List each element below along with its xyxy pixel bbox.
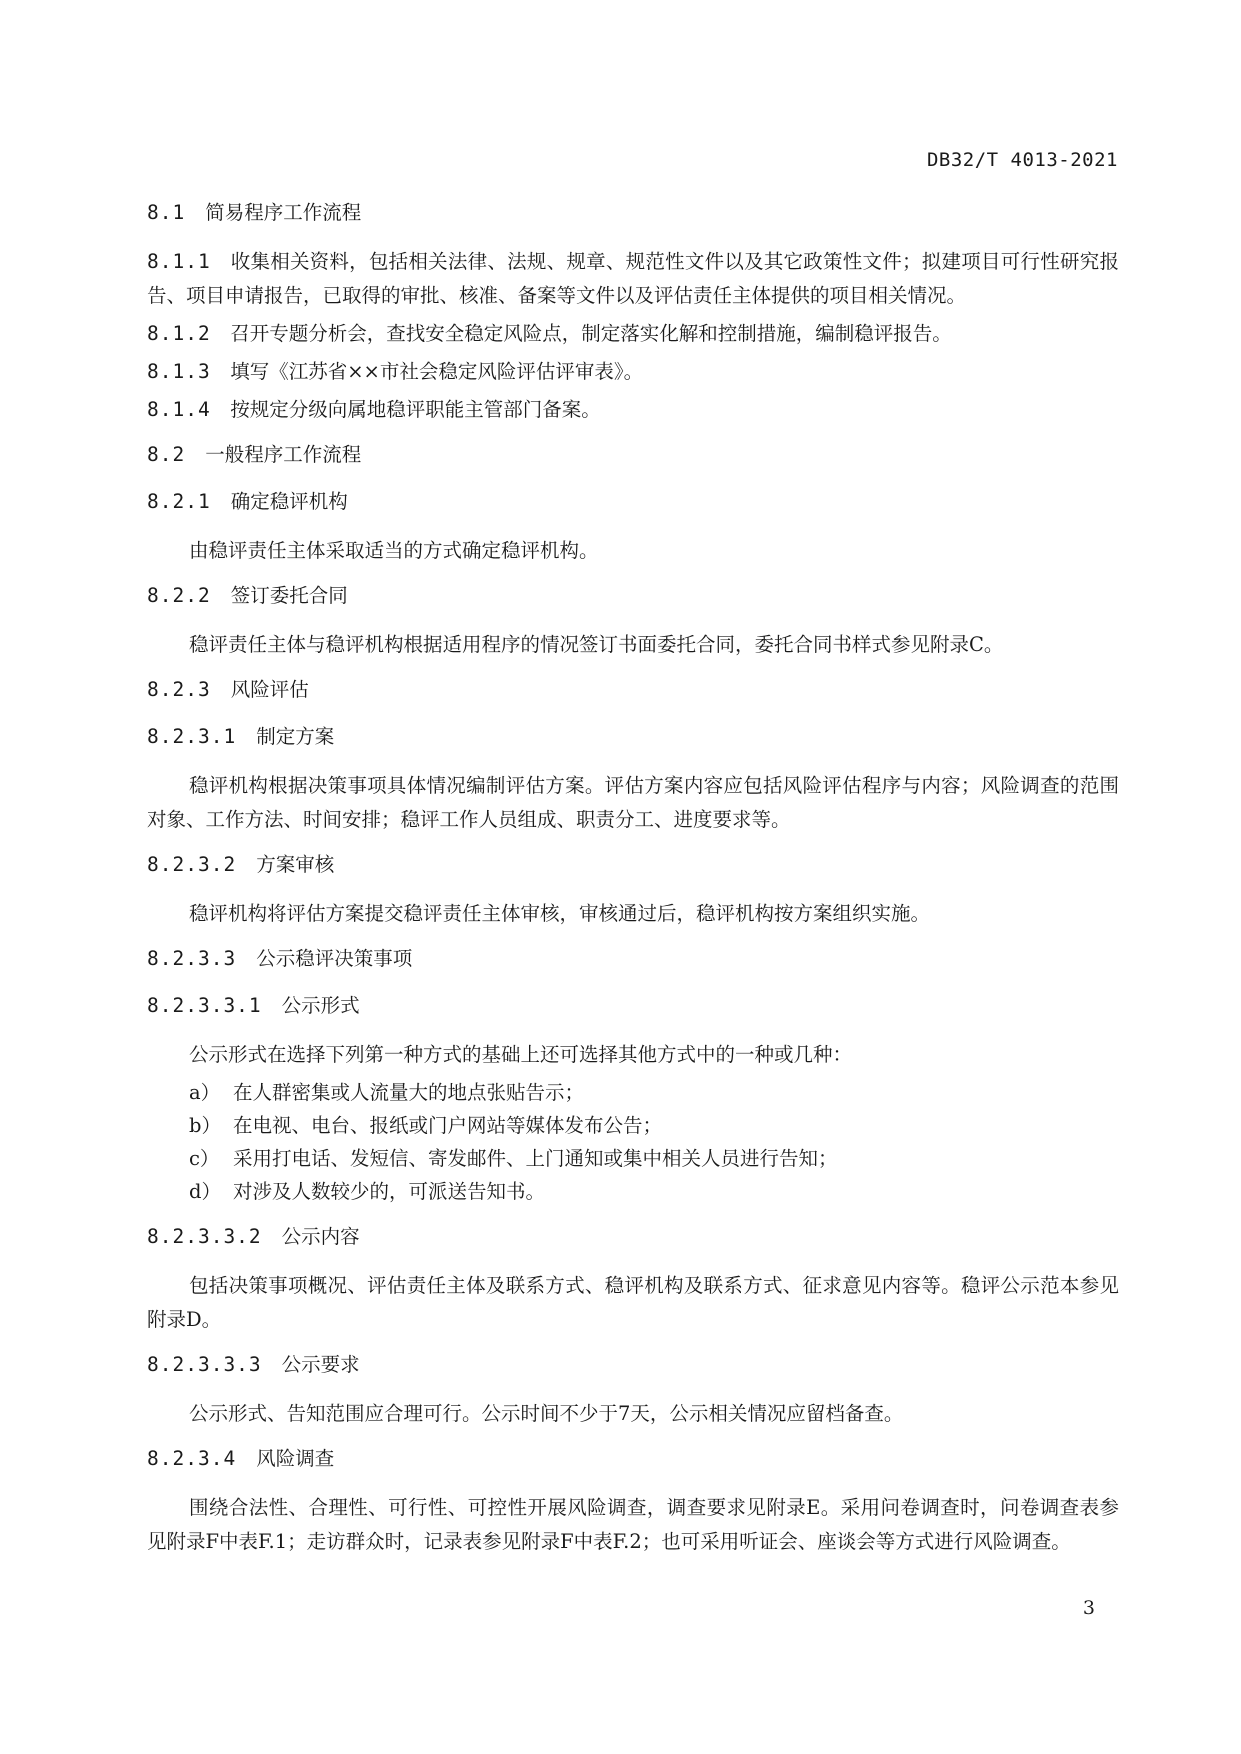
clause-text: 按规定分级向属地稳评职能主管部门备案。 (230, 398, 601, 421)
heading-number: 8.1 (147, 201, 186, 224)
heading-title: 公示内容 (281, 1225, 360, 1248)
heading-number: 8.2.3.2 (147, 853, 237, 876)
clause-number: 8.1.3 (147, 360, 211, 383)
heading-number: 8.2.1 (147, 490, 211, 513)
page-number: 3 (1082, 1597, 1095, 1619)
document-body (147, 198, 1119, 1572)
list-item (147, 1109, 1119, 1142)
paragraph-8-2-3-4: 围绕合法性、合理性、可行性、可控性开展风险调查，调查要求见附录E。采用问卷调查时，问卷调查表参见附录F中表F.1；走访群众时，记录表参见附录F中表F.2；也可采用听证会、座谈会等方式进行风险调查。 (147, 1496, 1119, 1553)
list-item-text: 在人群密集或人流量大的地点张贴告示； (233, 1081, 585, 1104)
heading-title: 风险调查 (256, 1447, 335, 1470)
heading-8-2-3 (147, 675, 1119, 705)
paragraph-8-2-3-3-1: 公示形式在选择下列第一种方式的基础上还可选择其他方式中的一种或几种： (189, 1043, 853, 1066)
paragraph-8-2-3-3-2: 包括决策事项概况、评估责任主体及联系方式、稳评机构及联系方式、征求意见内容等。稳评公示范本参见附录D。 (147, 1274, 1119, 1331)
publicity-methods-list (147, 1076, 1119, 1208)
clause-number: 8.1.2 (147, 322, 211, 345)
clause-8-1-1 (147, 245, 1119, 313)
heading-title: 制定方案 (256, 725, 335, 748)
paragraph-8-2-3-3-3: 公示形式、告知范围应合理可行。公示时间不少于7天，公示相关情况应留档备查。 (189, 1402, 904, 1425)
clause-8-1-2 (147, 317, 1119, 351)
clause-8-1-4 (147, 393, 1119, 427)
heading-title: 公示稳评决策事项 (256, 947, 413, 970)
clause-text: 召开专题分析会，查找安全稳定风险点，制定落实化解和控制措施，编制稳评报告。 (230, 322, 952, 345)
heading-8-2-1 (147, 487, 1119, 517)
heading-8-2-3-3-1 (147, 991, 1119, 1021)
heading-title: 一般程序工作流程 (205, 443, 362, 466)
heading-title: 风险评估 (230, 678, 309, 701)
heading-number: 8.2.3.3.2 (147, 1225, 262, 1248)
list-item-text: 采用打电话、发短信、寄发邮件、上门通知或集中相关人员进行告知； (233, 1147, 838, 1170)
heading-8-2-3-3 (147, 944, 1119, 974)
list-marker: d） (189, 1180, 221, 1203)
list-marker: a） (189, 1081, 221, 1104)
heading-8-2-2 (147, 581, 1119, 611)
heading-title: 签订委托合同 (230, 584, 348, 607)
heading-number: 8.2.3.1 (147, 725, 237, 748)
heading-8-2-3-4 (147, 1444, 1119, 1474)
paragraph-8-2-2: 稳评责任主体与稳评机构根据适用程序的情况签订书面委托合同，委托合同书样式参见附录C。 (189, 633, 1004, 656)
list-marker: c） (189, 1147, 220, 1170)
heading-number: 8.2.3.3.1 (147, 994, 262, 1017)
heading-8-2-3-3-3 (147, 1350, 1119, 1380)
clause-number: 8.1.1 (147, 250, 211, 273)
document-code: DB32/T 4013-2021 (926, 149, 1118, 171)
heading-number: 8.2.3.4 (147, 1447, 237, 1470)
paragraph-8-2-3-2: 稳评机构将评估方案提交稳评责任主体审核，审核通过后，稳评机构按方案组织实施。 (189, 902, 931, 925)
heading-8-2 (147, 440, 1119, 470)
heading-title: 确定稳评机构 (230, 490, 348, 513)
heading-title: 方案审核 (256, 853, 335, 876)
heading-number: 8.2.2 (147, 584, 211, 607)
heading-title: 公示形式 (281, 994, 360, 1017)
list-marker: b） (189, 1114, 221, 1137)
heading-8-2-3-2 (147, 850, 1119, 880)
clause-8-1-3 (147, 355, 1119, 389)
clause-text: 收集相关资料，包括相关法律、法规、规章、规范性文件以及其它政策性文件；拟建项目可行性研究报告、项目申请报告，已取得的审批、核准、备案等文件以及评估责任主体提供的项目相关情况。 (147, 250, 1119, 307)
heading-title: 简易程序工作流程 (205, 201, 362, 224)
list-item (147, 1175, 1119, 1208)
list-item (147, 1076, 1119, 1109)
clause-number: 8.1.4 (147, 398, 211, 421)
heading-8-2-3-1 (147, 722, 1119, 752)
list-item-text: 在电视、电台、报纸或门户网站等媒体发布公告； (233, 1114, 663, 1137)
heading-number: 8.2.3.3 (147, 947, 237, 970)
heading-8-1 (147, 198, 1119, 228)
heading-number: 8.2.3.3.3 (147, 1353, 262, 1376)
list-item (147, 1142, 1119, 1175)
paragraph-8-2-3-1: 稳评机构根据决策事项具体情况编制评估方案。评估方案内容应包括风险评估程序与内容；风险调查的范围对象、工作方法、时间安排；稳评工作人员组成、职责分工、进度要求等。 (147, 774, 1119, 831)
heading-number: 8.2.3 (147, 678, 211, 701)
heading-8-2-3-3-2 (147, 1222, 1119, 1252)
paragraph-8-2-1: 由稳评责任主体采取适当的方式确定稳评机构。 (189, 539, 599, 562)
heading-title: 公示要求 (281, 1353, 360, 1376)
list-item-text: 对涉及人数较少的，可派送告知书。 (233, 1180, 546, 1203)
clause-text: 填写《江苏省××市社会稳定风险评估评审表》。 (230, 360, 644, 383)
heading-number: 8.2 (147, 443, 186, 466)
